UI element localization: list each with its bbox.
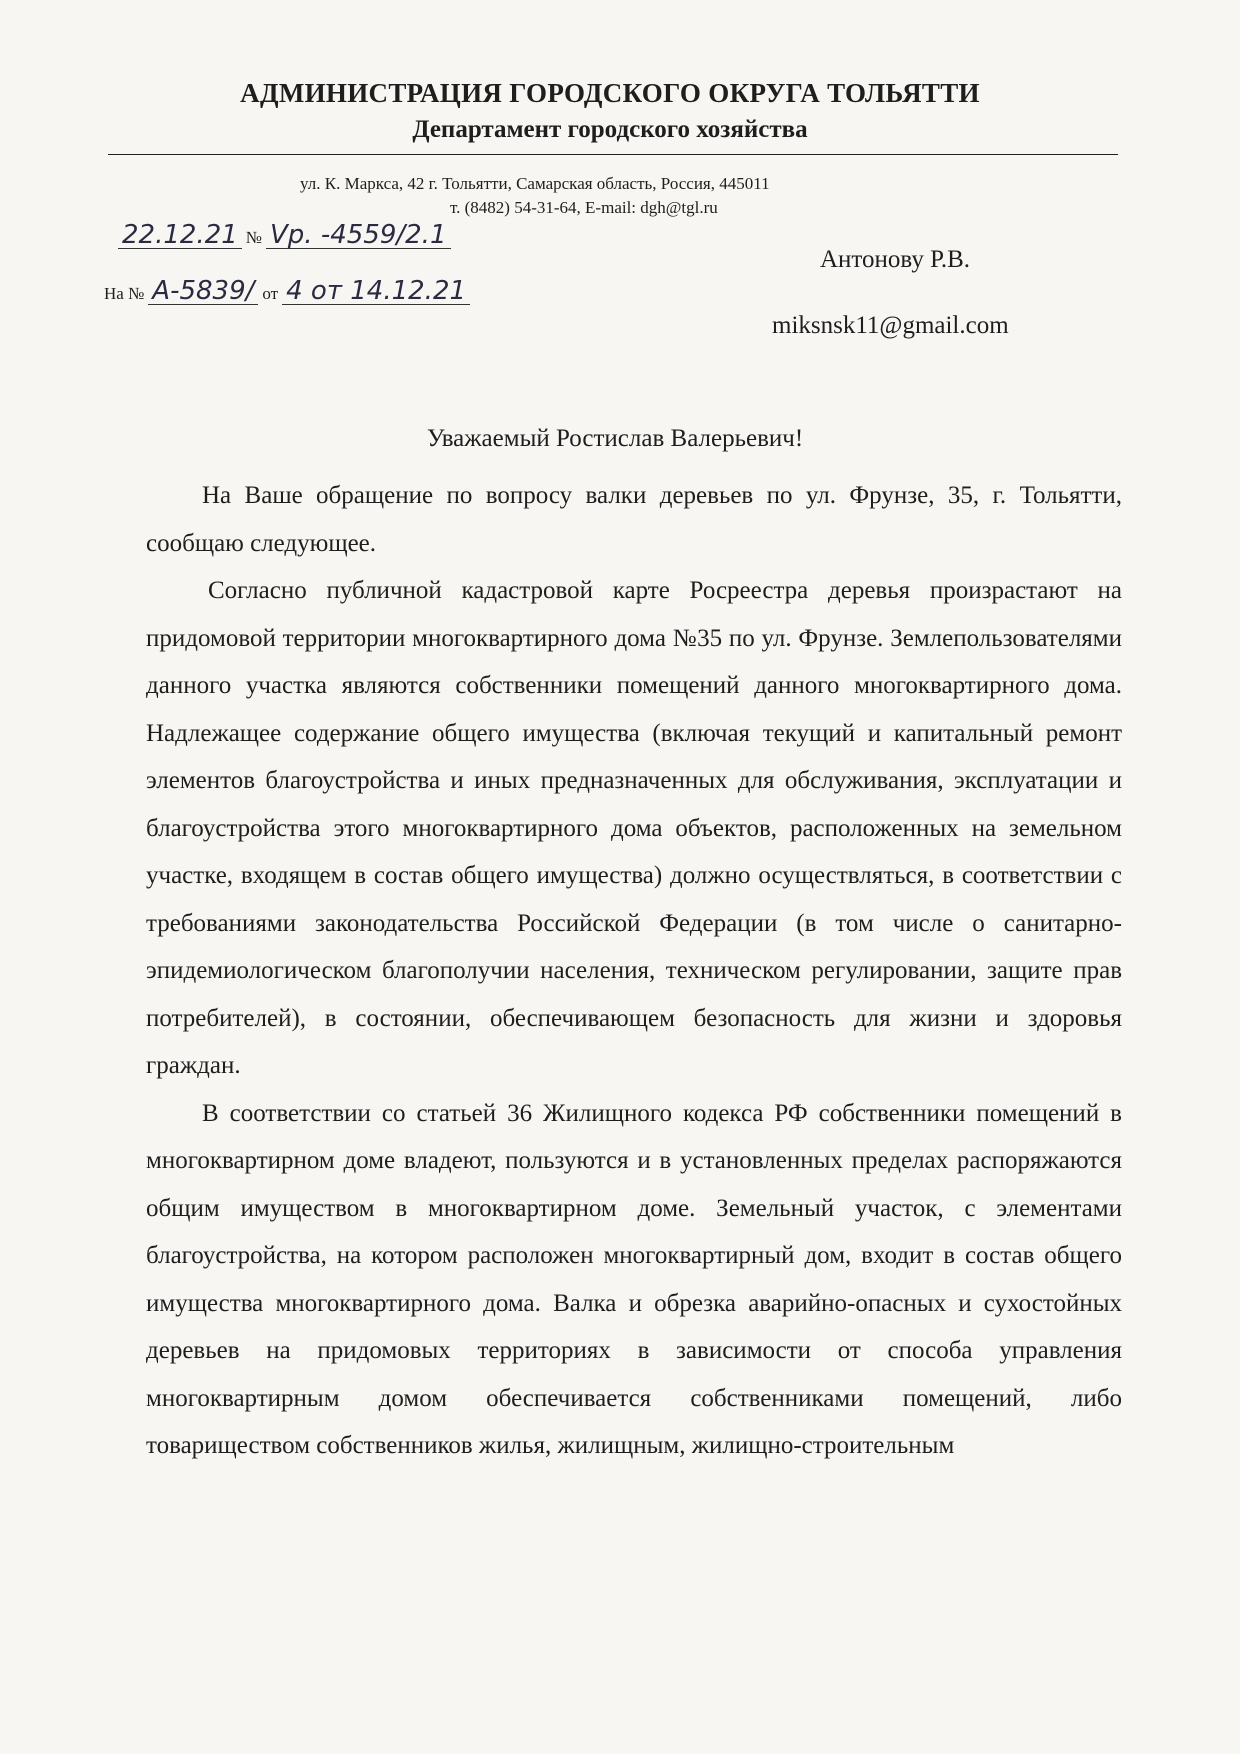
- recipient-name: Антонову Р.В.: [820, 246, 971, 273]
- organization-contacts: т. (8482) 54-31-64, E-mail: dgh@tgl.ru: [450, 198, 718, 217]
- organization-address: ул. К. Маркса, 42 г. Тольятти, Самарская область, Россия, 445011: [300, 174, 770, 193]
- letter-body: [146, 472, 1122, 1470]
- handwritten-incoming-number: А-5839/: [148, 278, 258, 305]
- organization-name: АДМИНИСТРАЦИЯ ГОРОДСКОГО ОКРУГА ТОЛЬЯТТИ: [240, 78, 980, 108]
- handwritten-number: Vр. -4559/2.1: [266, 222, 450, 249]
- number-label: №: [245, 228, 263, 247]
- salutation: Уважаемый Ростислав Валерьевич!: [426, 425, 804, 452]
- body-paragraph: В соответствии со статьей 36 Жилищного кодекса РФ собственники помещений в многоквартирном доме владеют, пользуются и в установленных пределах распоряжаются общим имуществом в многоквартирном доме. Земельный участок, с элементами благоустройства, на котором расположен многоквартирный дом, входит в состав общего имущества многоквартирного дома. Валка и обрезка аварийно-опасных и сухостойных деревьев на придомовых территориях в зависимости от способа управления многоквартирным домом обеспечивается собственниками помещений, либо товариществом собственников жилья, жилищным, жилищно-строительным: [146, 1099, 1122, 1459]
- body-paragraph: На Ваше обращение по вопросу валки деревьев по ул. Фрунзе, 35, г. Тольятти, сообщаю следующее.: [146, 482, 1122, 557]
- from-label: от: [262, 284, 279, 303]
- incoming-reference: [100, 278, 470, 305]
- header-divider: [108, 154, 1118, 155]
- handwritten-date: 22.12.21: [118, 222, 242, 249]
- body-paragraph: Согласно публичной кадастровой карте Росреестра деревья произрастают на придомовой территории многоквартирного дома №35 по ул. Фрунзе. Землепользователями данного участка являются собственники помещений данного многоквартирного дома. Надлежащее содержание общего имущества (включая текущий и капитальный ремонт элементов благоустройства и иных предназначенных для обслуживания, эксплуатации и благоустройства этого многоквартирного дома объектов, расположенных на земельном участке, входящем в состав общего имущества) должно осуществляться, в соответствии с требованиями законодательства Российской Федерации (в том числе о санитарно-эпидемиологическом благополучии населения, техническом регулировании, защите прав потребителей), в состоянии, обеспечивающем безопасность для жизни и здоровья граждан.: [146, 577, 1122, 1079]
- handwritten-incoming-date: 4 от 14.12.21: [282, 278, 470, 305]
- department-name: Департамент городского хозяйства: [412, 116, 808, 143]
- recipient-email: miksnsk11@gmail.com: [772, 312, 1009, 339]
- incoming-label: На №: [104, 284, 145, 303]
- outgoing-reference: [118, 222, 451, 249]
